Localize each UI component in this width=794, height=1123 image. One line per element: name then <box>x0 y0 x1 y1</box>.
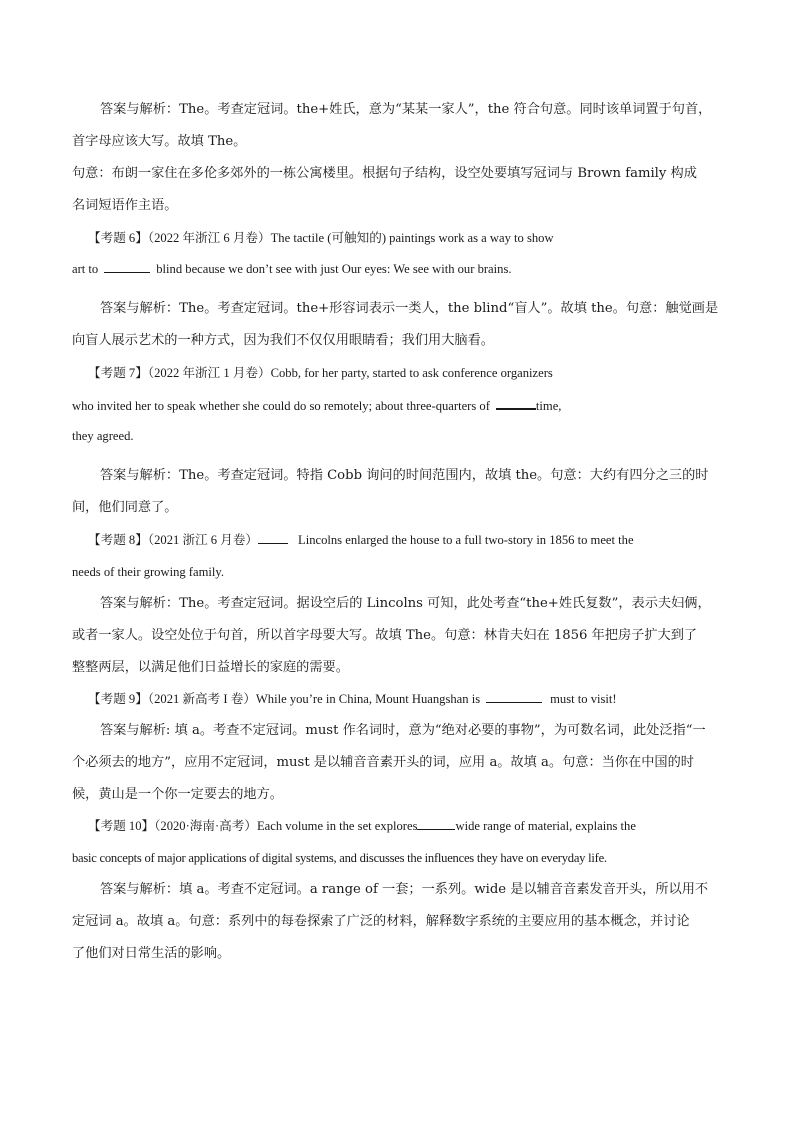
q6-text-before-blank: art to <box>72 262 99 276</box>
q10-answer-line-3: 了他们对日常生活的影响。 <box>72 946 231 961</box>
q9-heading-before-blank: 【考题 9】（2021 新高考 I 卷）While you’re in China, Mount Huangshan is <box>88 692 481 706</box>
q5-translation-line-1: 句意：布朗一家住在多伦多郊外的一栋公寓楼里。根据句子结构，设空处要填写冠词与 Brown family 构成 <box>72 166 697 181</box>
q5-answer-line-1: 答案与解析：The。考查定冠词。the+姓氏，意为“某某一家人”，the 符合句意。同时该单词置于句首， <box>100 102 712 117</box>
q8-answer-blank <box>258 531 288 544</box>
q7-answer-line-2: 间，他们同意了。 <box>72 500 178 515</box>
q6-answer-line-2: 向盲人展示艺术的一种方式，因为我们不仅仅用眼睛看；我们用大脑看。 <box>72 333 494 348</box>
q10-heading <box>88 817 636 835</box>
q9-answer-line-1: 答案与解析: 填 a。考查不定冠词。must 作名词时，意为“绝对必要的事物”，为可数名词，此处泛指“一 <box>100 723 706 738</box>
q7-sentence-line-3: they agreed. <box>72 429 134 443</box>
q6-heading: 【考题 6】（2022 年浙江 6 月卷）The tactile (可触知的) paintings work as a way to show <box>88 231 554 245</box>
q10-answer-line-1: 答案与解析：填 a。考查不定冠词。a range of 一套；一系列。wide 是以辅音音素发音开头，所以用不 <box>100 882 709 897</box>
q8-answer-line-3: 整整两层，以满足他们日益增长的家庭的需要。 <box>72 660 349 675</box>
q7-answer-line-1: 答案与解析：The。考查定冠词。特指 Cobb 询问的时间范围内，故填 the。句意：大约有四分之三的时 <box>100 468 709 483</box>
q10-sentence-line-2: basic concepts of major applications of digital systems, and discusses the influences they have on everyday life. <box>72 851 607 865</box>
q10-answer-blank <box>417 817 455 830</box>
q9-heading <box>88 690 617 708</box>
q9-answer-line-3: 候，黄山是一个你一定要去的地方。 <box>72 787 283 802</box>
q5-translation-line-2: 名词短语作主语。 <box>72 198 178 213</box>
q8-sentence-line-2: needs of their growing family. <box>72 565 225 579</box>
q7-sentence-line-2 <box>72 396 561 415</box>
q6-answer-blank <box>104 260 150 273</box>
q10-answer-line-2: 定冠词 a。故填 a。句意：系列中的每卷探索了广泛的材料，解释数字系统的主要应用的基本概念，并讨论 <box>72 914 690 929</box>
q8-answer-line-2: 或者一家人。设空处位于句首，所以首字母要大写。故填 The。句意：林肯夫妇在 1856 年把房子扩大到了 <box>72 628 698 643</box>
q9-answer-line-2: 个必须去的地方”，应用不定冠词，must 是以辅音音素开头的词，应用 a。故填 a。句意：当你在中国的时 <box>72 755 694 770</box>
q7-text-before-blank: who invited her to speak whether she could do so remotely; about three-quarters of <box>72 399 490 413</box>
q6-sentence-line-2 <box>72 260 512 278</box>
q6-text-after-blank: blind because we don’t see with just Our eyes: We see with our brains. <box>156 262 512 276</box>
q8-heading <box>88 531 634 549</box>
q8-heading-before-blank: 【考题 8】（2021 浙江 6 月卷） <box>88 533 259 547</box>
q7-heading: 【考题 7】（2022 年浙江 1 月卷）Cobb, for her party, started to ask conference organizers <box>88 366 553 380</box>
q10-heading-after-blank: wide range of material, explains the <box>455 819 636 833</box>
q6-answer-line-1: 答案与解析：The。考查定冠词。the+形容词表示一类人，the blind“盲人”。故填 the。句意：触觉画是 <box>100 301 719 316</box>
q8-answer-line-1: 答案与解析：The。考查定冠词。据设空后的 Lincolns 可知，此处考查“the+姓氏复数”，表示夫妇俩， <box>100 596 711 611</box>
q7-text-after-blank: time, <box>535 399 562 413</box>
q5-answer-line-2: 首字母应该大写。故填 The。 <box>72 134 247 149</box>
q9-heading-after-blank: must to visit! <box>550 692 617 706</box>
q9-answer-blank <box>486 690 542 703</box>
q7-answer-blank <box>496 396 536 410</box>
q8-heading-after-blank: Lincolns enlarged the house to a full two-story in 1856 to meet the <box>298 533 634 547</box>
q10-heading-before-blank: 【考题 10】（2020·海南·高考）Each volume in the set explores <box>88 819 418 833</box>
